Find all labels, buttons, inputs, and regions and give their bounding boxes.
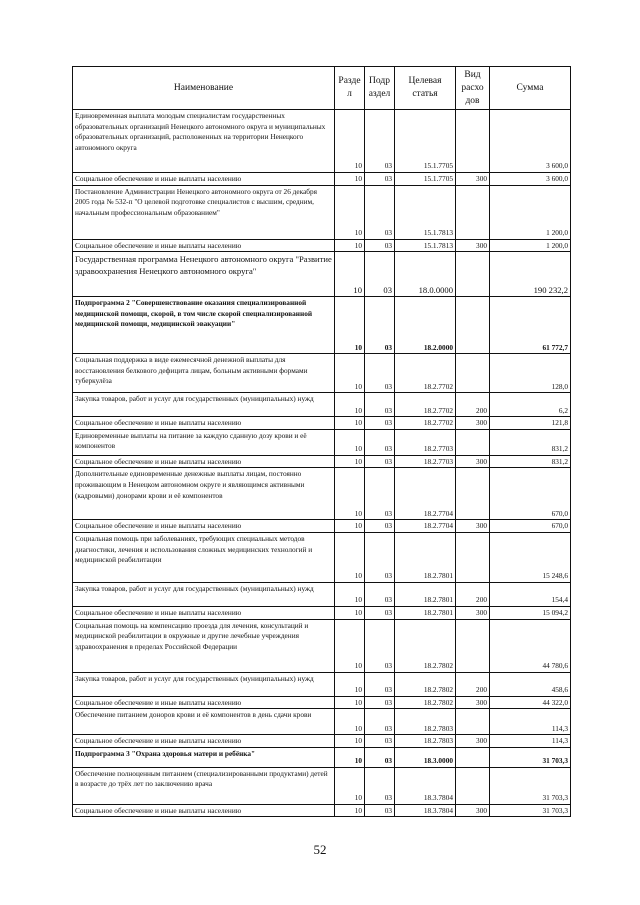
table-row (73, 417, 571, 430)
row-name-cell: Социальное обеспечение и иные выплаты населению (73, 239, 335, 252)
row-target-cell: 15.1.7705 (395, 110, 456, 173)
row-razdel-cell: 10 (335, 297, 365, 354)
row-target-cell: 18.2.7803 (395, 709, 456, 735)
table-row (73, 185, 571, 239)
row-razdel-cell: 10 (335, 185, 365, 239)
table-row (73, 429, 571, 455)
row-podrazdel-cell: 03 (365, 297, 395, 354)
row-vid-cell (456, 185, 490, 239)
table-row (73, 804, 571, 817)
row-vid-cell (456, 110, 490, 173)
row-name-cell: Закупка товаров, работ и услуг для государственных (муниципальных) нужд (73, 582, 335, 606)
row-vid-cell: 200 (456, 582, 490, 606)
row-vid-cell: 300 (456, 417, 490, 430)
table-row (73, 455, 571, 468)
row-target-cell: 18.2.7703 (395, 429, 456, 455)
row-podrazdel-cell: 03 (365, 619, 395, 672)
row-target-cell: 18.2.7803 (395, 735, 456, 748)
row-podrazdel-cell: 03 (365, 582, 395, 606)
table-row (73, 393, 571, 417)
row-name-cell: Закупка товаров, работ и услуг для государственных (муниципальных) нужд (73, 672, 335, 696)
header-razdel: Разде л (335, 67, 365, 110)
row-podrazdel-cell: 03 (365, 173, 395, 186)
budget-table (72, 66, 571, 817)
header-vid: Вид расхо дов (456, 67, 490, 110)
row-podrazdel-cell: 03 (365, 239, 395, 252)
row-name-cell: Социальное обеспечение и иные выплаты населению (73, 804, 335, 817)
row-razdel-cell: 10 (335, 429, 365, 455)
row-name-cell: Подпрограмма 2 "Совершенствование оказания специализированной медицинской помощи, скорой, в том числе скорой специализированной медицинской помощи, медицинской эвакуации" (73, 297, 335, 354)
row-razdel-cell: 10 (335, 672, 365, 696)
row-podrazdel-cell: 03 (365, 393, 395, 417)
row-podrazdel-cell: 03 (365, 767, 395, 804)
row-vid-cell (456, 468, 490, 520)
row-target-cell: 18.2.0000 (395, 297, 456, 354)
row-name-cell: Обеспечение полноценным питанием (специализированными продуктами) детей в возрасте до трёх лет по заключению врача (73, 767, 335, 804)
row-vid-cell: 300 (456, 239, 490, 252)
row-vid-cell: 200 (456, 672, 490, 696)
row-target-cell: 18.2.7801 (395, 582, 456, 606)
row-podrazdel-cell: 03 (365, 110, 395, 173)
row-vid-cell (456, 429, 490, 455)
row-podrazdel-cell: 03 (365, 429, 395, 455)
row-sum-cell: 114,3 (490, 735, 571, 748)
row-target-cell: 18.2.7702 (395, 417, 456, 430)
row-target-cell: 18.2.7702 (395, 393, 456, 417)
row-target-cell: 18.3.7804 (395, 767, 456, 804)
row-podrazdel-cell: 03 (365, 252, 395, 297)
row-sum-cell: 831,2 (490, 429, 571, 455)
row-podrazdel-cell: 03 (365, 606, 395, 619)
row-podrazdel-cell: 03 (365, 672, 395, 696)
row-razdel-cell: 10 (335, 455, 365, 468)
header-name: Наименование (73, 67, 335, 110)
row-sum-cell: 44 322,0 (490, 696, 571, 709)
row-sum-cell: 15 094,2 (490, 606, 571, 619)
row-razdel-cell: 10 (335, 110, 365, 173)
row-sum-cell: 190 232,2 (490, 252, 571, 297)
row-sum-cell: 3 600,0 (490, 110, 571, 173)
table-row (73, 747, 571, 767)
row-vid-cell (456, 767, 490, 804)
row-vid-cell: 300 (456, 173, 490, 186)
row-vid-cell (456, 297, 490, 354)
row-razdel-cell: 10 (335, 735, 365, 748)
row-razdel-cell: 10 (335, 606, 365, 619)
row-vid-cell: 300 (456, 606, 490, 619)
row-vid-cell (456, 354, 490, 393)
row-sum-cell: 154,4 (490, 582, 571, 606)
row-razdel-cell: 10 (335, 582, 365, 606)
row-sum-cell: 670,0 (490, 520, 571, 533)
row-razdel-cell: 10 (335, 804, 365, 817)
row-name-cell: Социальное обеспечение и иные выплаты населению (73, 735, 335, 748)
row-name-cell: Дополнительные единовременные денежные выплаты лицам, постоянно проживающим в Ненецком автономном округе и являющимся активными (кадровыми) донорами крови и её компонентов (73, 468, 335, 520)
row-razdel-cell: 10 (335, 532, 365, 582)
row-razdel-cell: 10 (335, 520, 365, 533)
row-razdel-cell: 10 (335, 252, 365, 297)
row-razdel-cell: 10 (335, 393, 365, 417)
row-vid-cell (456, 619, 490, 672)
row-podrazdel-cell: 03 (365, 696, 395, 709)
row-target-cell: 18.2.7801 (395, 606, 456, 619)
row-vid-cell (456, 709, 490, 735)
header-target: Целевая статья (395, 67, 456, 110)
table-row (73, 239, 571, 252)
table-row (73, 110, 571, 173)
row-target-cell: 18.2.7703 (395, 455, 456, 468)
row-sum-cell: 831,2 (490, 455, 571, 468)
row-vid-cell: 300 (456, 455, 490, 468)
row-target-cell: 18.2.7702 (395, 354, 456, 393)
row-name-cell: Социальное обеспечение и иные выплаты населению (73, 455, 335, 468)
row-vid-cell: 300 (456, 520, 490, 533)
row-sum-cell: 31 703,3 (490, 747, 571, 767)
table-row (73, 520, 571, 533)
row-podrazdel-cell: 03 (365, 532, 395, 582)
row-vid-cell (456, 252, 490, 297)
table-row (73, 252, 571, 297)
row-sum-cell: 121,8 (490, 417, 571, 430)
row-razdel-cell: 10 (335, 239, 365, 252)
table-row (73, 735, 571, 748)
row-sum-cell: 15 248,6 (490, 532, 571, 582)
row-target-cell: 18.2.7802 (395, 672, 456, 696)
row-vid-cell (456, 532, 490, 582)
row-vid-cell: 300 (456, 804, 490, 817)
row-sum-cell: 31 703,3 (490, 804, 571, 817)
table-header-row (73, 67, 571, 110)
row-razdel-cell: 10 (335, 747, 365, 767)
row-target-cell: 18.3.7804 (395, 804, 456, 817)
row-vid-cell: 300 (456, 696, 490, 709)
page-number: 52 (313, 842, 327, 857)
row-podrazdel-cell: 03 (365, 804, 395, 817)
row-name-cell: Социальное обеспечение и иные выплаты населению (73, 606, 335, 619)
row-name-cell: Социальная помощь на компенсацию проезда для лечения, консультаций и медицинской реабилитации в окружные и другие лечебные учреждения здравоохранения в пределах Российской Федерации (73, 619, 335, 672)
row-sum-cell: 670,0 (490, 468, 571, 520)
row-podrazdel-cell: 03 (365, 455, 395, 468)
row-podrazdel-cell: 03 (365, 709, 395, 735)
row-name-cell: Единовременные выплаты на питание за каждую сданную дозу крови и её компонентов (73, 429, 335, 455)
row-sum-cell: 1 200,0 (490, 239, 571, 252)
row-target-cell: 18.2.7704 (395, 520, 456, 533)
table-row (73, 532, 571, 582)
row-podrazdel-cell: 03 (365, 354, 395, 393)
table-body (73, 110, 571, 817)
table-row (73, 582, 571, 606)
row-razdel-cell: 10 (335, 696, 365, 709)
table-row (73, 297, 571, 354)
row-podrazdel-cell: 03 (365, 747, 395, 767)
row-sum-cell: 114,3 (490, 709, 571, 735)
row-sum-cell: 6,2 (490, 393, 571, 417)
row-name-cell: Государственная программа Ненецкого автономного округа "Развитие здравоохранения Ненецкого автономного округа" (73, 252, 335, 297)
table-row (73, 672, 571, 696)
row-podrazdel-cell: 03 (365, 468, 395, 520)
table-row (73, 619, 571, 672)
row-razdel-cell: 10 (335, 709, 365, 735)
budget-table-sheet (72, 66, 570, 817)
row-target-cell: 18.2.7802 (395, 619, 456, 672)
row-name-cell: Социальное обеспечение и иные выплаты населению (73, 417, 335, 430)
table-row (73, 709, 571, 735)
row-target-cell: 18.3.0000 (395, 747, 456, 767)
header-sum: Сумма (490, 67, 571, 110)
row-sum-cell: 1 200,0 (490, 185, 571, 239)
table-row (73, 468, 571, 520)
row-razdel-cell: 10 (335, 619, 365, 672)
row-name-cell: Единовременная выплата молодым специалистам государственных образовательных организаций Ненецкого автономного округа и муниципальных образовательных организаций, расположенных на территории Ненецкого автономного округа (73, 110, 335, 173)
row-name-cell: Обеспечение питанием доноров крови и её компонентов в день сдачи крови (73, 709, 335, 735)
row-razdel-cell: 10 (335, 417, 365, 430)
row-razdel-cell: 10 (335, 767, 365, 804)
row-target-cell: 15.1.7813 (395, 185, 456, 239)
row-target-cell: 18.0.0000 (395, 252, 456, 297)
row-name-cell: Социальное обеспечение и иные выплаты населению (73, 520, 335, 533)
row-target-cell: 18.2.7801 (395, 532, 456, 582)
row-sum-cell: 458,6 (490, 672, 571, 696)
row-razdel-cell: 10 (335, 173, 365, 186)
row-sum-cell: 31 703,3 (490, 767, 571, 804)
row-name-cell: Социальное обеспечение и иные выплаты населению (73, 173, 335, 186)
row-podrazdel-cell: 03 (365, 735, 395, 748)
row-sum-cell: 61 772,7 (490, 297, 571, 354)
row-sum-cell: 3 600,0 (490, 173, 571, 186)
row-name-cell: Социальная помощь при заболеваниях, требующих специальных методов диагностики, лечения и использования сложных медицинских технологий и медицинской реабилитации (73, 532, 335, 582)
table-row (73, 767, 571, 804)
table-row (73, 606, 571, 619)
row-podrazdel-cell: 03 (365, 417, 395, 430)
row-name-cell: Постановление Администрации Ненецкого автономного округа от 26 декабря 2005 года № 532-п "О целевой подготовке специалистов с высшим, средним, начальным профессиональным образованием" (73, 185, 335, 239)
row-target-cell: 18.2.7704 (395, 468, 456, 520)
row-sum-cell: 44 780,6 (490, 619, 571, 672)
row-podrazdel-cell: 03 (365, 520, 395, 533)
table-row (73, 173, 571, 186)
row-vid-cell: 200 (456, 393, 490, 417)
row-vid-cell (456, 747, 490, 767)
row-name-cell: Подпрограмма 3 "Охрана здоровья матери и ребёнка" (73, 747, 335, 767)
table-row (73, 696, 571, 709)
header-podrazdel: Подр аздел (365, 67, 395, 110)
row-name-cell: Социальная поддержка в виде ежемесячной денежной выплаты для восстановления белкового дефицита лицам, больным активными формами туберкулёза (73, 354, 335, 393)
row-razdel-cell: 10 (335, 468, 365, 520)
table-row (73, 354, 571, 393)
row-target-cell: 15.1.7813 (395, 239, 456, 252)
row-sum-cell: 128,0 (490, 354, 571, 393)
row-razdel-cell: 10 (335, 354, 365, 393)
row-vid-cell: 300 (456, 735, 490, 748)
row-target-cell: 18.2.7802 (395, 696, 456, 709)
row-name-cell: Закупка товаров, работ и услуг для государственных (муниципальных) нужд (73, 393, 335, 417)
row-name-cell: Социальное обеспечение и иные выплаты населению (73, 696, 335, 709)
row-target-cell: 15.1.7705 (395, 173, 456, 186)
row-podrazdel-cell: 03 (365, 185, 395, 239)
